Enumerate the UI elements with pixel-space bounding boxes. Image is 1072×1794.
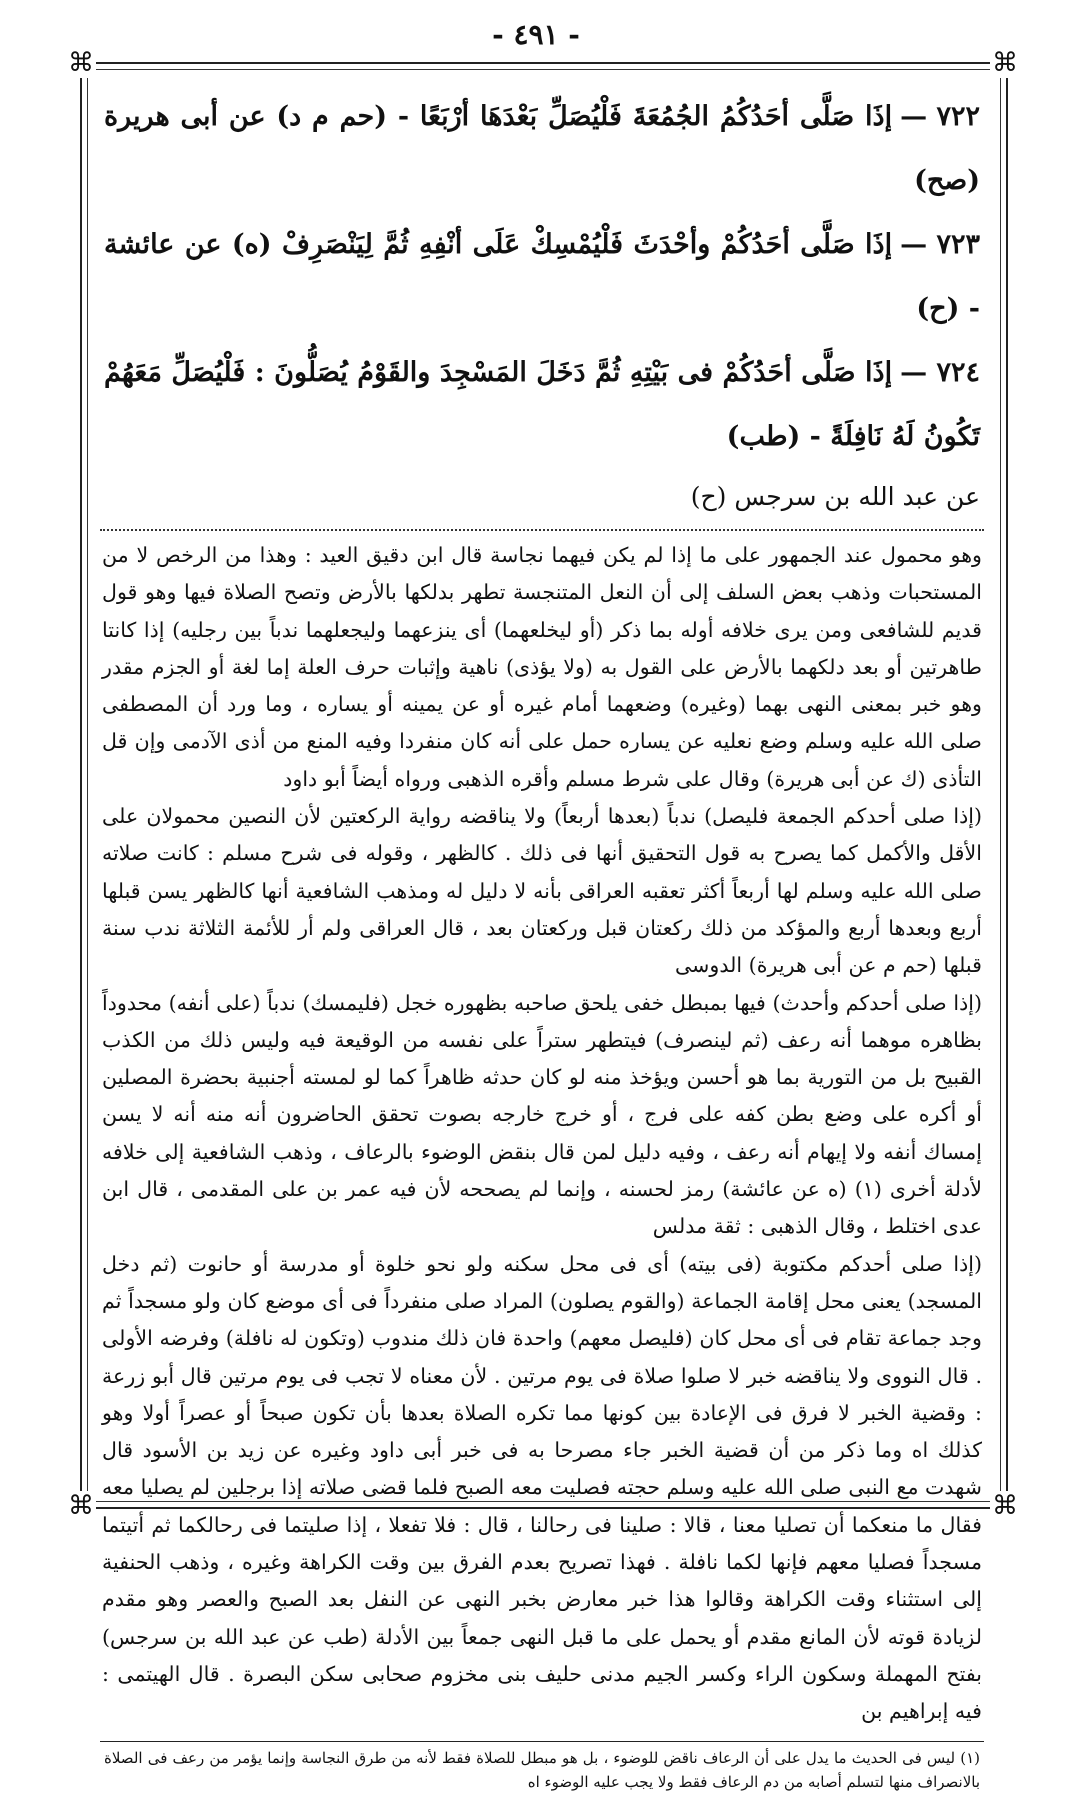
hadith-list (100, 85, 984, 469)
page-content (100, 85, 984, 1794)
commentary (100, 537, 984, 1731)
corner-ornament-icon: ⌘ (992, 1491, 1018, 1521)
corner-ornament-icon: ⌘ (68, 48, 94, 78)
hadith-number: ٧٢٤ — (900, 357, 980, 388)
footnote: (١) ليس فى الحديث ما يدل على أن الرعاف ناقض للوضوء ، بل هو مبطل للصلاة فقط لأنه من طرق النجاسة وإنما يؤمر من رعف فى الصلاة بالانصراف منها لتسلم أصابه من دم الرعاف فقط ولا يجب عليه الوضوء اه (104, 1748, 980, 1791)
commentary-paragraph: (إذا صلى أحدكم الجمعة فليصل) ندباً (بعدها أربعاً) ولا يناقضه رواية الركعتين لأن النصين محمولان على الأقل والأكمل كما يصرح به قول التحقيق أنها فى ذلك . كالظهر ، وقوله فى شرح مسلم : كانت صلاته صلى الله عليه وسلم لها أربعاً أكثر تعقبه العراقى بأنه لا دليل له ومذهب الشافعية أنها كالظهر يسن قبلها أربع وبعدها أربع والمؤكد من ذلك ركعتان قبل وركعتان بعد ، قال العراقى ولم أر للأئمة الثلاثة ندب سنة قبلها (حم م عن أبى هريرة) الدوسى (102, 804, 982, 978)
footnote-divider (100, 1741, 984, 1742)
hadith-724 (104, 341, 980, 469)
hadith-source: عن عبد الله بن سرجس (ح) (690, 482, 980, 511)
hadith-723 (104, 213, 980, 341)
hadith-722 (104, 85, 980, 213)
page-number: - ٤٩١ - (492, 18, 580, 51)
hadith-number: ٧٢٢ — (900, 101, 980, 132)
corner-ornament-icon: ⌘ (68, 1491, 94, 1521)
hadith-text: إذَا صَلَّى أحَدُكُمْ فى بَيْتِهِ ثُمَّ دَخَلَ المَسْجِدَ والقَوْمُ يُصَلُّونَ : فَلْيُصَلِّ مَعَهُمْ تَكُونُ لَهُ نَافِلَةً - (طب) (104, 357, 980, 452)
hadith-text: إذَا صَلَّى أحَدُكُمُ الجُمُعَةَ فَلْيُصَلِّ بَعْدَهَا أرْبَعًا - (حم م د) عن أبى هريرة (صح) (104, 101, 980, 196)
hadith-text: إذَا صَلَّى أحَدُكُمْ وأحْدَثَ فَلْيُمْسِكْ عَلَى أنْفِهِ ثُمَّ لِيَنْصَرِفْ (ه) عن عائشة - (ح) (104, 229, 980, 324)
commentary-paragraph: (إذا صلى أحدكم وأحدث) فيها بمبطل خفى يلحق صاحبه بظهوره خجل (فليمسك) ندباً (على أنفه) محدوداً بظاهره موهما أنه رعف (ثم لينصرف) فيتطهر ستراً على نفسه من الوقيعة فيه وليس ذلك من الكذب القبيح بل من التورية بما هو أحسن ويؤخذ منه لو كان حدثه ظاهراً كما لو لمسته أجنبية بحضرة المصلين أو أكره على وضع بطن كفه على فرج ، أو خرج خارجه بصوت تحقق الحاضرون أنه منه أنه لا يسن إمساك أنفه ولا إيهام أنه رعف ، وفيه دليل لمن قال بنقض الوضوء بالرعاف ، وذهب الشافعية إلى خلافه لأدلة أخرى (١) (ه عن عائشة) رمز لحسنه ، وإنما لم يصححه لأن فيه عمر بن على المقدمى ، قال ابن عدى اختلط ، وقال الذهبى : ثقة مدلس (102, 990, 982, 1239)
commentary-paragraph: (إذا صلى أحدكم مكتوبة (فى بيته) أى فى محل سكنه ولو نحو خلوة أو مدرسة أو حانوت (ثم دخل المسجد) يعنى محل إقامة الجماعة (والقوم يصلون) المراد صلى منفرداً فى أى موضع كان ولو مسجداً ثم وجد جماعة تقام فى أى محل كان (فليصل معهم) واحدة فان ذلك مندوب (وتكون له نافلة) وفرضه الأولى . قال النووى ولا يناقضه خبر لا صلوا صلاة فى يوم مرتين . لأن معناه لا تجب فى يوم مرتين قال أبو زرعة : وقضية الخبر لا فرق فى الإعادة بين كونها مما تكره الصلاة بعدها بأن تكون صبحاً أو عصراً أولا وهو كذلك اه وما ذكر من أن قضية الخبر جاء مصرحا به فى خبر أبى داود وغيره عن زيد بن الأسود قال شهدت مع النبى صلى الله عليه وسلم حجته فصليت معه الصبح فلما قضى صلاته إذا برجلين لم يصليا معه فقال ما منعكما أن تصليا معنا ، قالا : صلينا فى رحالنا ، قال : فلا تفعلا ، إذا صليتما فى رحالكما ثم أتيتما مسجداً فصليا معهم فإنها لكما نافلة . فهذا تصريح بعدم الفرق بين وقت الكراهة وغيره ، وذهب الحنفية إلى استثناء وقت الكراهة وقالوا هذا خبر معارض بخبر النهى عن النفل بعد الصبح والعصر وهو مقدم لزيادة قوته لأن المانع مقدم أو يحمل على ما قبل النهى جمعاً بين الأدلة (طب عن عبد الله بن سرجس) بفتح المهملة وسكون الراء وكسر الجيم مدنى حليف بنى مخزوم صحابى سكن البصرة . قال الهيتمى : فيه إبراهيم بن (102, 1251, 982, 1724)
corner-ornament-icon: ⌘ (992, 48, 1018, 78)
section-divider (100, 529, 984, 531)
commentary-paragraph: وهو محمول عند الجمهور على ما إذا لم يكن فيهما نجاسة قال ابن دقيق العيد : وهذا من الرخص لا من المستحبات وذهب بعض السلف إلى أن النعل المتنجسة تطهر بدلكها بالأرض وتصح الصلاة فيها وهو قول قديم للشافعى ومن يرى خلافه أوله بما ذكر (أو ليخلعهما) أى ينزعهما وليجعلهما ندباً بين رجليه) إذا كانتا طاهرتين أو بعد دلكهما بالأرض على القول به (ولا يؤذى) ناهية وإثبات حرف العلة إما لغة أو الجزم مقدر وهو خبر بمعنى النهى بهما (وغيره) وضعهما أمام غيره أو عن يمينه أو يساره ، وما ورد أن المصطفى صلى الله عليه وسلم وضع نعليه عن يساره حمل على أنه كان منفردا وفيه المنع من أذى الآدمى وإن قل التأذى (ك عن أبى هريرة) وقال على شرط مسلم وأقره الذهبى ورواه أيضاً أبو داود (102, 543, 982, 791)
hadith-number: ٧٢٣ — (900, 229, 980, 260)
